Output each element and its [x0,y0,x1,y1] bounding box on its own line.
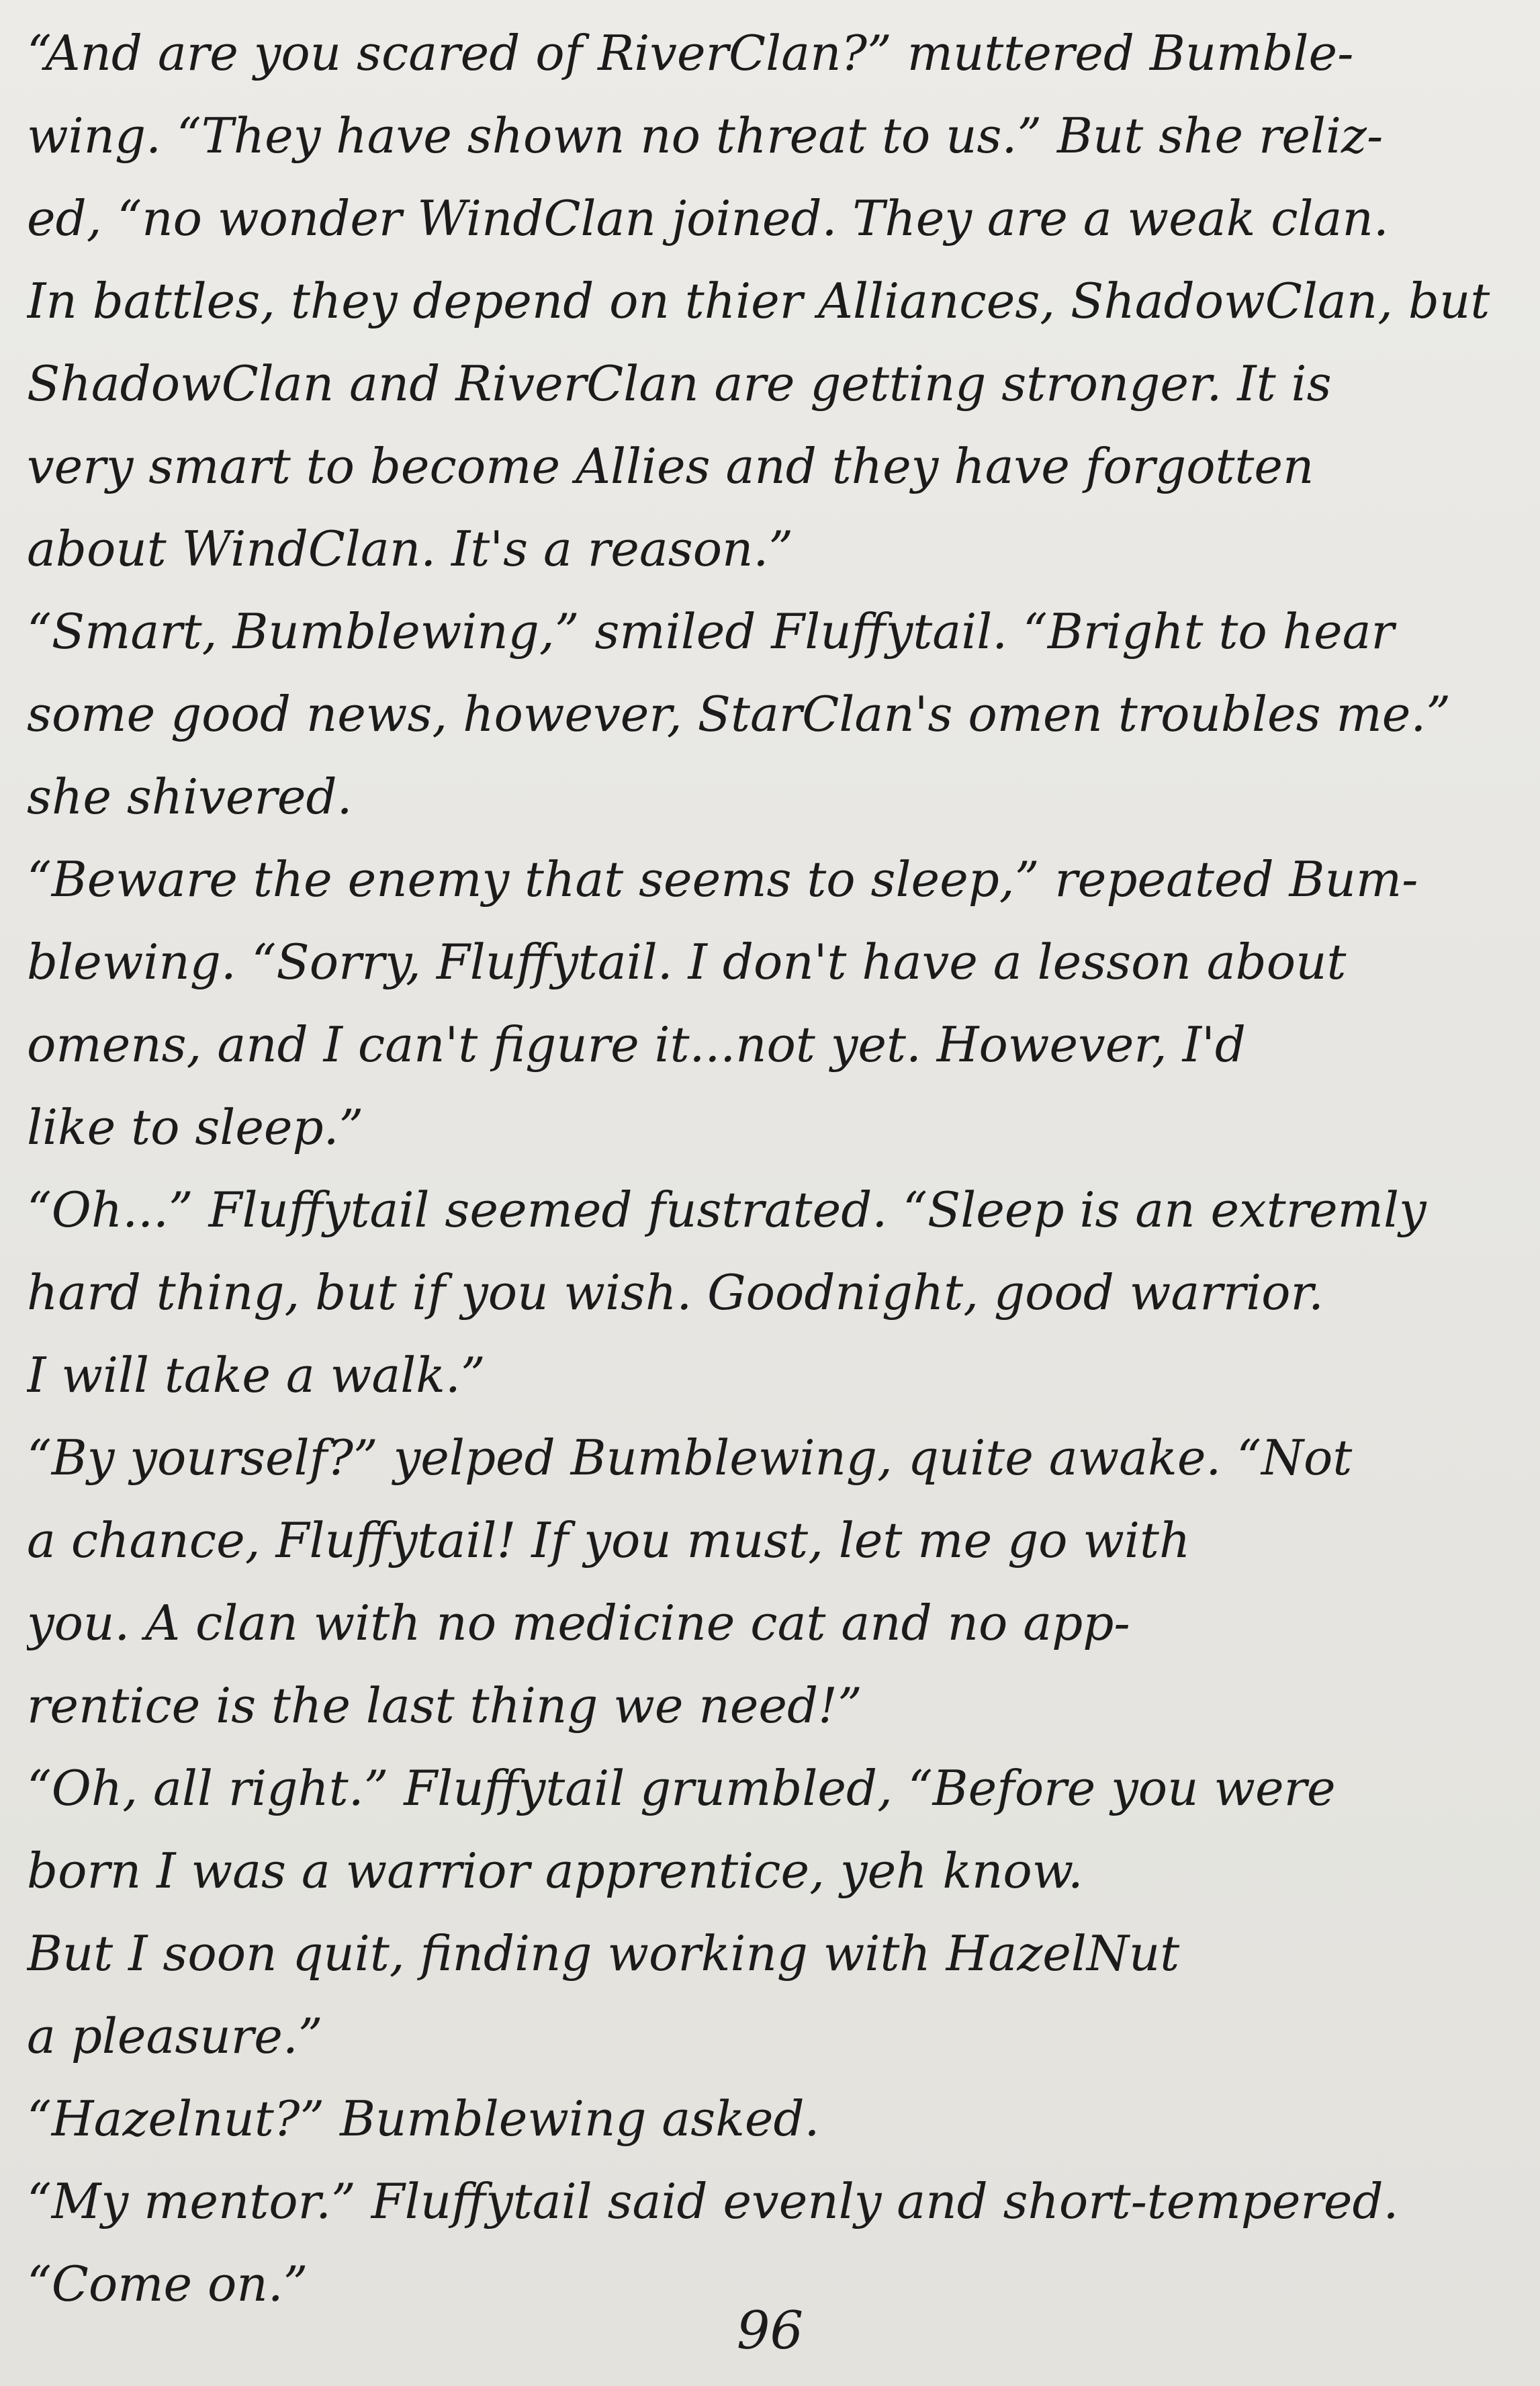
text-line: you. A clan with no medicine cat and no app- [27,1595,1130,1651]
text-line: blewing. “Sorry, Fluffytail. I don't have a lesson about [27,934,1347,990]
text-line: some good news, however, StarClan's omen troubles me.” [27,686,1451,742]
text-line: omens, and I can't figure it...not yet. However, I'd [27,1016,1246,1073]
text-line: “And are you scared of RiverClan?” muttered Bumble- [27,25,1354,81]
text-line: But I soon quit, finding working with HazelNut [27,1925,1180,1982]
text-line: ed, “no wonder WindClan joined. They are a weak clan. [27,190,1389,247]
text-line: hard thing, but if you wish. Goodnight, good warrior. [27,1264,1324,1321]
text-line: wing. “They have shown no threat to us.” But she reliz- [27,107,1384,164]
text-line: born I was a warrior apprentice, yeh know. [27,1843,1083,1899]
text-line: In battles, they depend on thier Alliances, ShadowClan, but [27,273,1490,329]
text-line: “Hazelnut?” Bumblewing asked. [27,2090,820,2147]
text-line: a chance, Fluffytail! If you must, let me go with [27,1512,1191,1568]
text-line: “Oh, all right.” Fluffytail grumbled, “Before you were [27,1760,1336,1816]
handwritten-text [27,12,1518,2326]
text-line: “By yourself?” yelped Bumblewing, quite awake. “Not [27,1429,1353,1486]
text-line: rentice is the last thing we need!” [27,1677,862,1734]
text-line: I will take a walk.” [27,1347,486,1403]
text-line: like to sleep.” [27,1099,364,1155]
text-line: “Smart, Bumblewing,” smiled Fluffytail. “Bright to hear [27,603,1394,660]
text-line: ShadowClan and RiverClan are getting stronger. It is [27,355,1332,412]
text-line: a pleasure.” [27,2008,323,2064]
text-line: “Come on.” [27,2256,308,2312]
text-line: “Oh...” Fluffytail seemed fustrated. “Sleep is an extremly [27,1182,1426,1238]
text-line: very smart to become Allies and they have forgotten [27,438,1314,494]
page-number: 96 [736,2301,804,2361]
text-line: she shivered. [27,768,353,825]
text-line: “Beware the enemy that seems to sleep,” repeated Bum- [27,851,1418,908]
text-line: “My mentor.” Fluffytail said evenly and short-tempered. [27,2173,1399,2229]
text-line: about WindClan. It's a reason.” [27,521,794,577]
